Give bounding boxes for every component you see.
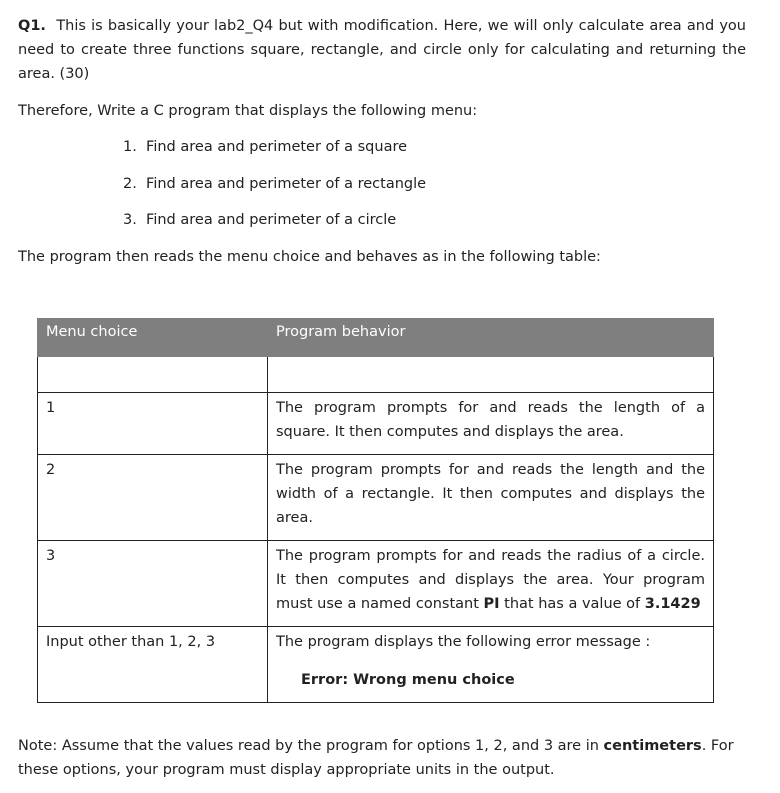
header-menu-choice: Menu choice [38, 319, 268, 357]
menu-item-1: 1. Find area and perimeter of a square [123, 139, 408, 155]
behavior-table [37, 318, 714, 703]
table-row [38, 393, 714, 455]
behavior-cell: The program displays the following error message : Error: Wrong menu choice [268, 627, 714, 703]
table-row [38, 541, 714, 627]
question-text: This is basically your lab2_Q4 but with modification. Here, we will only calculate area and you need to create three functions square, rectangle, and circle only for calculating and returning the area. (30) [18, 18, 746, 82]
behavior-cell: The program prompts for and reads the radius of a circle. It then computes and displays the area. Your program must use a named constant PI that has a value of 3.1429 [268, 541, 714, 627]
note-unit: centimeters [603, 738, 702, 754]
behavior-cell: The program prompts for and reads the length of a square. It then computes and displays the area. [268, 393, 714, 455]
question-paragraph [18, 14, 746, 86]
note-paragraph: Note: Assume that the values read by the program for options 1, 2, and 3 are in centimeters. For these options, your program must display appropriate units in the output. [18, 738, 734, 778]
table-row [38, 455, 714, 541]
table-intro-text: The program then reads the menu choice and behaves as in the following table: [18, 249, 601, 265]
behavior-cell: The program prompts for and reads the length and the width of a rectangle. It then computes and displays the area. [268, 455, 714, 541]
table-row-empty [38, 357, 714, 393]
menu-item-3: 3. Find area and perimeter of a circle [123, 212, 397, 228]
header-program-behavior: Program behavior [268, 319, 714, 357]
constant-name: PI [483, 596, 500, 612]
choice-cell: 1 [38, 393, 268, 455]
error-message: Error: Wrong menu choice [301, 672, 515, 688]
constant-value: 3.1429 [644, 596, 701, 612]
choice-cell: 3 [38, 541, 268, 627]
choice-cell: Input other than 1, 2, 3 [38, 627, 268, 703]
table-header-row [38, 319, 714, 357]
table-row [38, 627, 714, 703]
choice-cell: 2 [38, 455, 268, 541]
menu-item-2: 2. Find area and perimeter of a rectangle [123, 176, 427, 192]
question-label: Q1. [18, 18, 46, 34]
intro-text: Therefore, Write a C program that displays the following menu: [18, 103, 478, 119]
